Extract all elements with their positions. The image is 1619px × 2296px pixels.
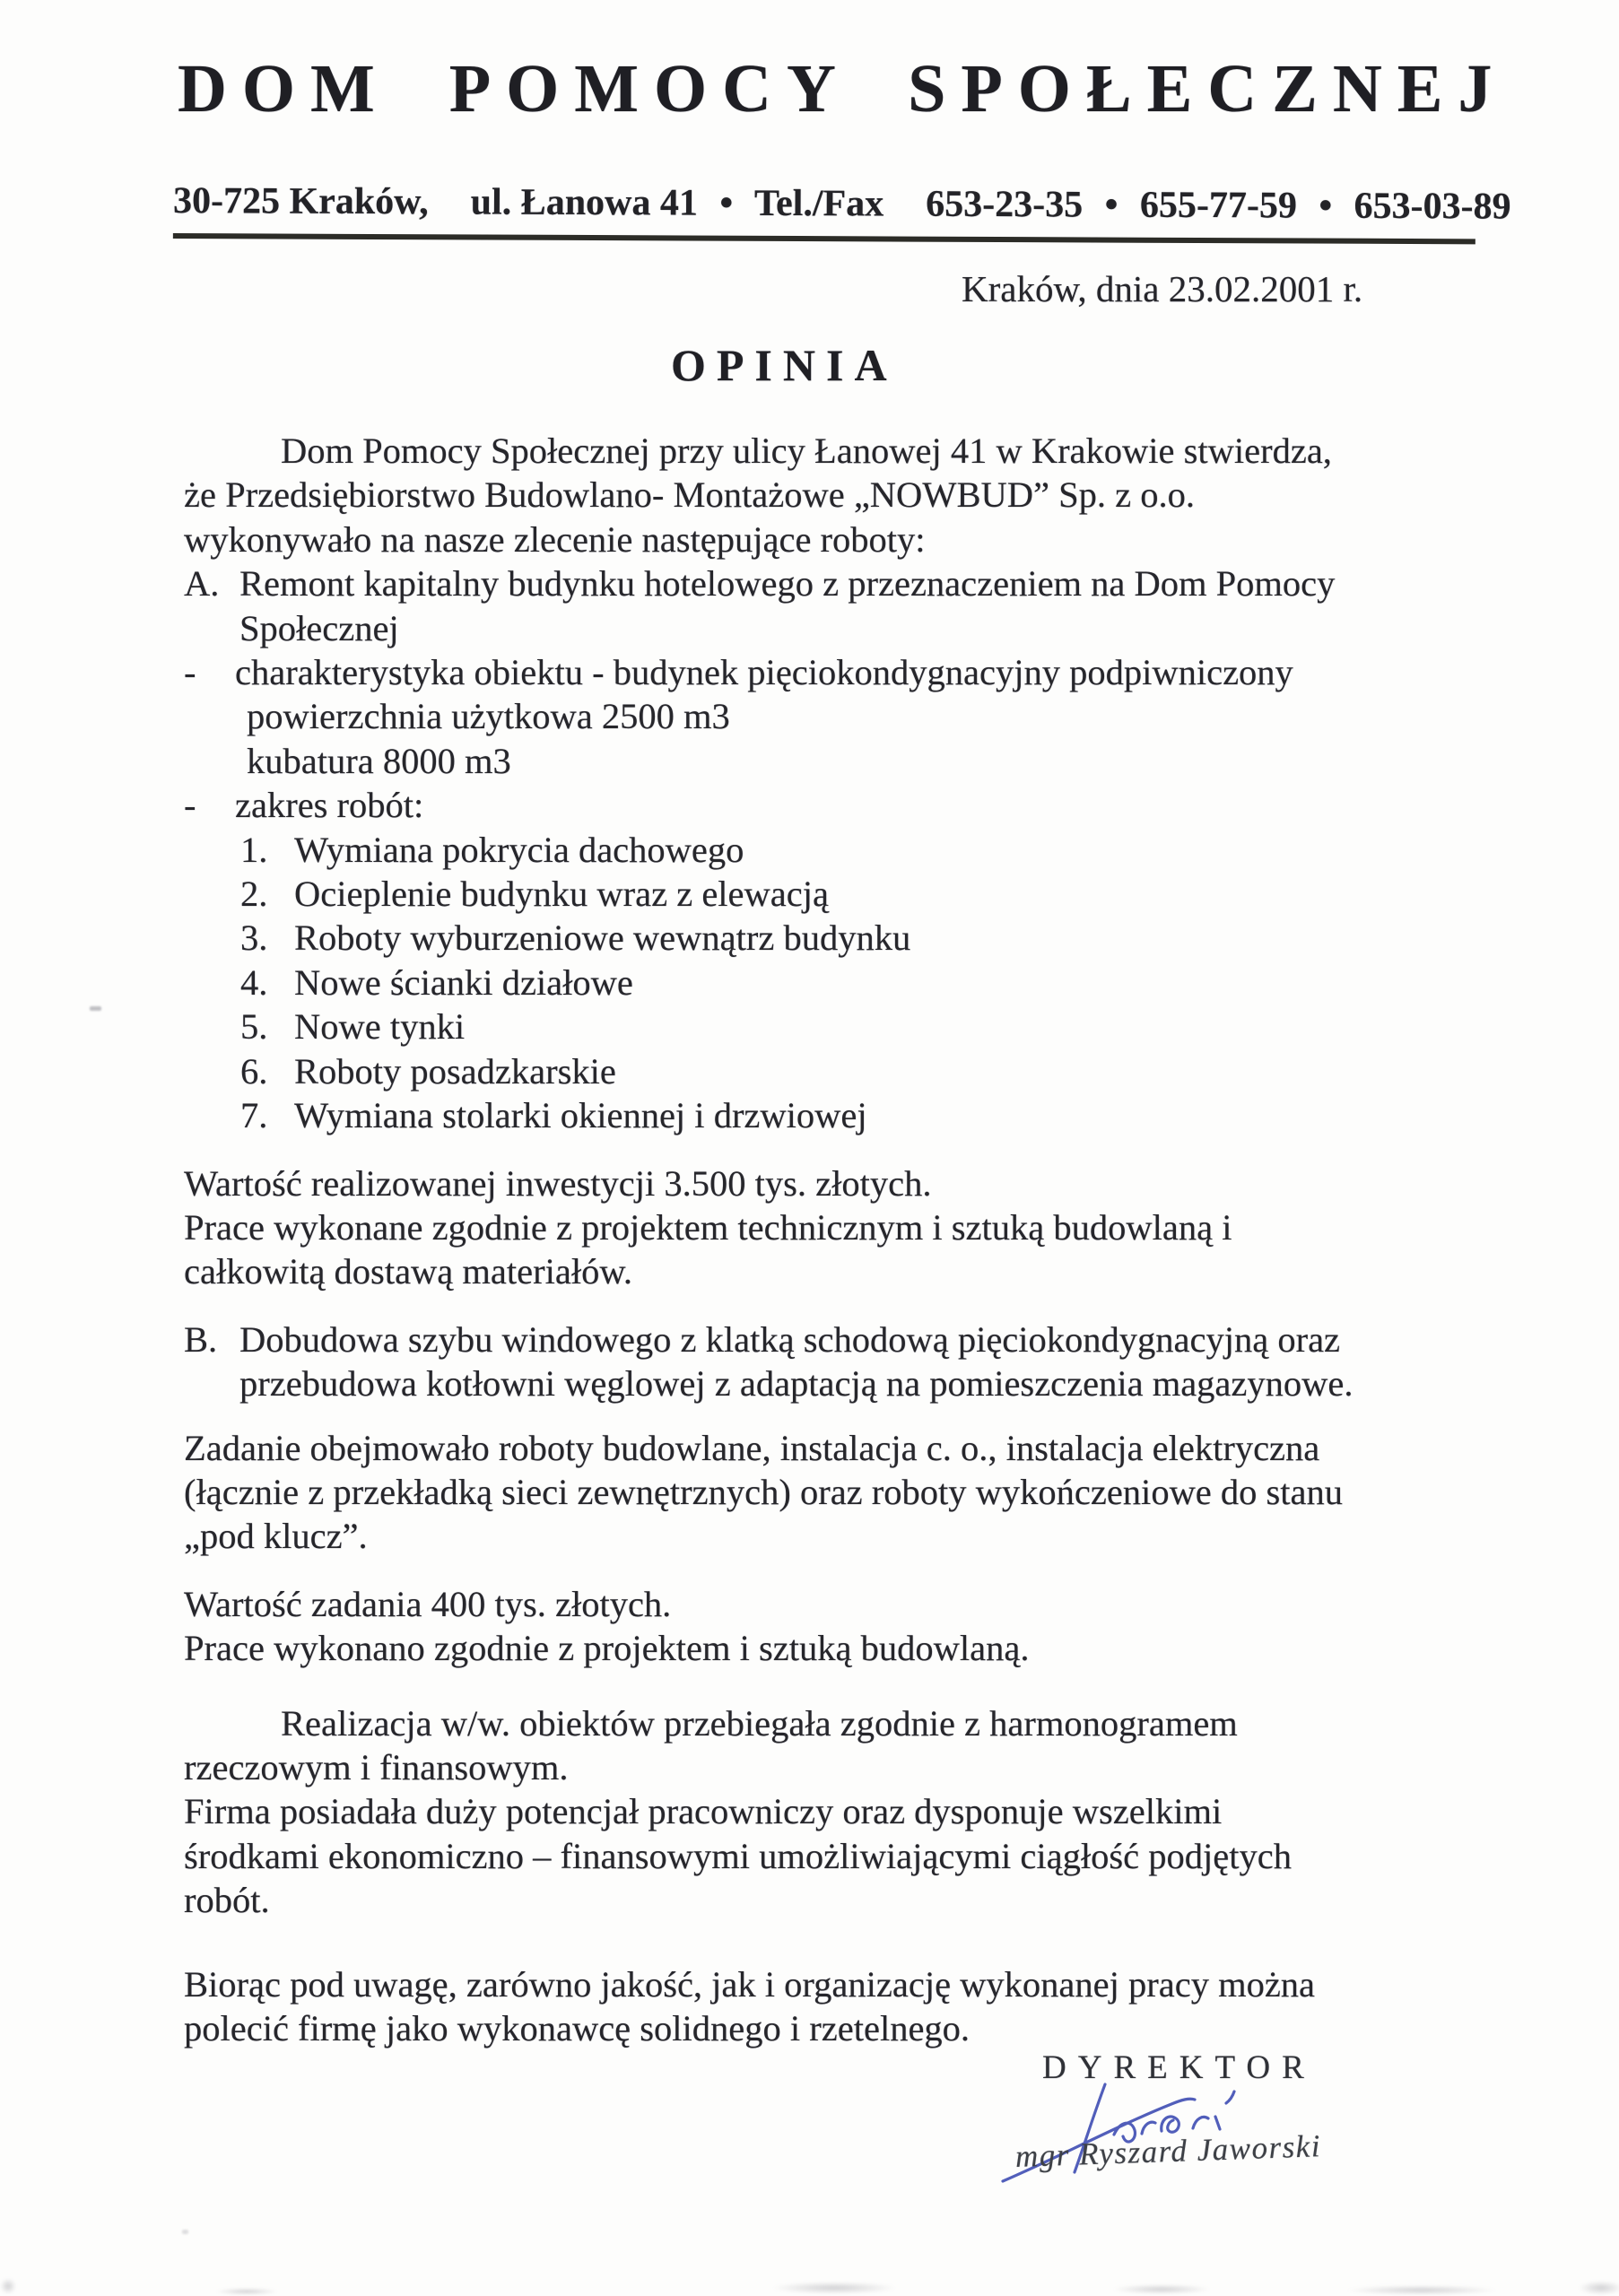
body-line: Prace wykonane zgodnie z projektem technicznym i sztuką budowlaną i bbox=[184, 1206, 1232, 1248]
signatory-name-stamp: mgr Ryszard Jaworski bbox=[1014, 2128, 1322, 2174]
scan-artifact-speck bbox=[90, 1006, 101, 1011]
telfax-label: Tel./Fax bbox=[753, 182, 884, 225]
list-item-text: Nowe tynki bbox=[294, 1006, 466, 1048]
list-item bbox=[240, 916, 1458, 960]
org-postal-city: 30-725 Kraków, bbox=[172, 180, 429, 223]
scan-artifact-smudge bbox=[1345, 2285, 1498, 2295]
body-line: powierzchnia użytkowa 2500 m3 bbox=[247, 696, 730, 737]
document-body bbox=[184, 429, 1458, 2050]
body-line: Społecznej bbox=[239, 607, 399, 648]
list-item-number: 6. bbox=[240, 1050, 268, 1091]
list-item bbox=[240, 1049, 1458, 1093]
phone-number-2: 655-77-59 bbox=[1139, 184, 1297, 227]
list-item-number: 7. bbox=[240, 1095, 268, 1136]
dash-bullet: - bbox=[184, 652, 196, 693]
scan-artifact-speck bbox=[182, 2230, 188, 2234]
dash-item bbox=[184, 783, 1458, 827]
body-line: przebudowa kotłowni węglowej z adaptacją na pomieszczenia magazynowe. bbox=[239, 1363, 1354, 1405]
dash-item-text: zakres robót: bbox=[235, 785, 424, 826]
list-item-number: 4. bbox=[240, 961, 268, 1003]
list-item bbox=[240, 1093, 1458, 1137]
body-line: Zadanie obejmowało roboty budowlane, instalacja c. o., instalacja elektryczna bbox=[184, 1427, 1320, 1468]
body-line: Firma posiadała duży potencjał pracowniczy oraz dysponuje wszelkimi bbox=[184, 1791, 1223, 1832]
list-item-number: 5. bbox=[240, 1006, 268, 1048]
list-item bbox=[240, 828, 1458, 872]
list-item-text: Nowe ścianki działowe bbox=[294, 961, 633, 1003]
phone-number-1: 653-23-35 bbox=[926, 183, 1084, 226]
body-line: Realizacja w/w. obiektów przebiegała zgodnie z harmonogramem bbox=[281, 1702, 1238, 1744]
list-item-number: 3. bbox=[240, 918, 268, 959]
body-line: rzeczowym i finansowym. bbox=[184, 1746, 569, 1787]
body-line: (łącznie z przekładką sieci zewnętrznych) oraz roboty wykończeniowe do stanu bbox=[184, 1471, 1344, 1512]
dash-item-text: charakterystyka obiektu - budynek pięciokondygnacyjny podpiwniczony bbox=[235, 652, 1293, 693]
list-item-label: A. bbox=[184, 563, 220, 604]
body-line: wykonywało na nasze zlecenie następujące roboty: bbox=[184, 518, 926, 560]
document-title: OPINIA bbox=[671, 340, 898, 390]
list-item-number: 1. bbox=[240, 829, 268, 870]
list-item-b bbox=[184, 1318, 1458, 1361]
bullet-separator: • bbox=[1104, 184, 1119, 226]
dateline: Kraków, dnia 23.02.2001 r. bbox=[962, 268, 1363, 309]
body-line: Wartość zadania 400 tys. złotych. bbox=[184, 1583, 672, 1624]
org-name: DOM POMOCY SPOŁECZNEJ bbox=[178, 51, 1508, 126]
bullet-separator: • bbox=[1319, 185, 1333, 227]
body-line: Biorąc pod uwagę, zarówno jakość, jak i organizację wykonanej pracy można bbox=[184, 1963, 1316, 2005]
body-line: całkowitą dostawą materiałów. bbox=[184, 1251, 633, 1292]
body-line: środkami ekonomiczno – finansowymi umożliwiającymi ciągłość podjętych bbox=[184, 1835, 1292, 1876]
list-item bbox=[240, 1004, 1458, 1048]
signature-block bbox=[1015, 2048, 1401, 2175]
signatory-role: DYREKTOR bbox=[1042, 2049, 1316, 2086]
body-line: kubatura 8000 m3 bbox=[247, 740, 511, 781]
list-item-text: Dobudowa szybu windowego z klatką schodową pięciokondygnacyjną oraz bbox=[239, 1318, 1341, 1360]
list-item-text: Wymiana stolarki okiennej i drzwiowej bbox=[294, 1095, 867, 1136]
list-item-text: Wymiana pokrycia dachowego bbox=[294, 829, 744, 870]
list-item-text: Roboty posadzkarskie bbox=[294, 1050, 616, 1091]
scan-artifact-smudge bbox=[0, 2278, 16, 2294]
body-line: Wartość realizowanej inwestycji 3.500 tys. złotych. bbox=[184, 1162, 932, 1204]
body-line: robót. bbox=[184, 1880, 270, 1921]
dash-item bbox=[184, 650, 1458, 694]
org-street: ul. Łanowa 41 bbox=[470, 181, 699, 224]
list-item bbox=[240, 961, 1458, 1004]
body-line: polecić firmę jako wykonawcę solidnego i rzetelnego. bbox=[184, 2008, 971, 2048]
body-line: że Przedsiębiorstwo Budowlano- Montażowe „NOWBUD” Sp. z o.o. bbox=[184, 474, 1195, 516]
list-item-text: Remont kapitalny budynku hotelowego z przeznaczeniem na Dom Pomocy bbox=[239, 563, 1336, 604]
body-line: Dom Pomocy Społecznej przy ulicy Łanowej 41 w Krakowie stwierdza, bbox=[281, 430, 1332, 471]
phone-number-3: 653-03-89 bbox=[1354, 185, 1511, 228]
bullet-separator: • bbox=[719, 182, 734, 224]
body-line: „pod klucz”. bbox=[184, 1516, 368, 1557]
list-item-text: Roboty wyburzeniowe wewnątrz budynku bbox=[294, 918, 911, 959]
dash-bullet: - bbox=[184, 785, 196, 826]
scan-artifact-smudge bbox=[771, 2282, 897, 2294]
list-item-number: 2. bbox=[240, 874, 268, 915]
list-item bbox=[240, 872, 1458, 916]
scan-artifact-smudge bbox=[1112, 2284, 1211, 2294]
letterhead-address-line bbox=[172, 179, 1511, 244]
list-item-a bbox=[184, 561, 1458, 605]
works-list bbox=[184, 828, 1458, 1138]
scan-artifact-smudge bbox=[1579, 2281, 1619, 2295]
scan-artifact-smudge bbox=[215, 2288, 278, 2295]
list-item-label: B. bbox=[184, 1318, 218, 1360]
body-line: Prace wykonano zgodnie z projektem i sztuką budowlaną. bbox=[184, 1628, 1030, 1669]
list-item-text: Ocieplenie budynku wraz z elewacją bbox=[294, 874, 829, 915]
